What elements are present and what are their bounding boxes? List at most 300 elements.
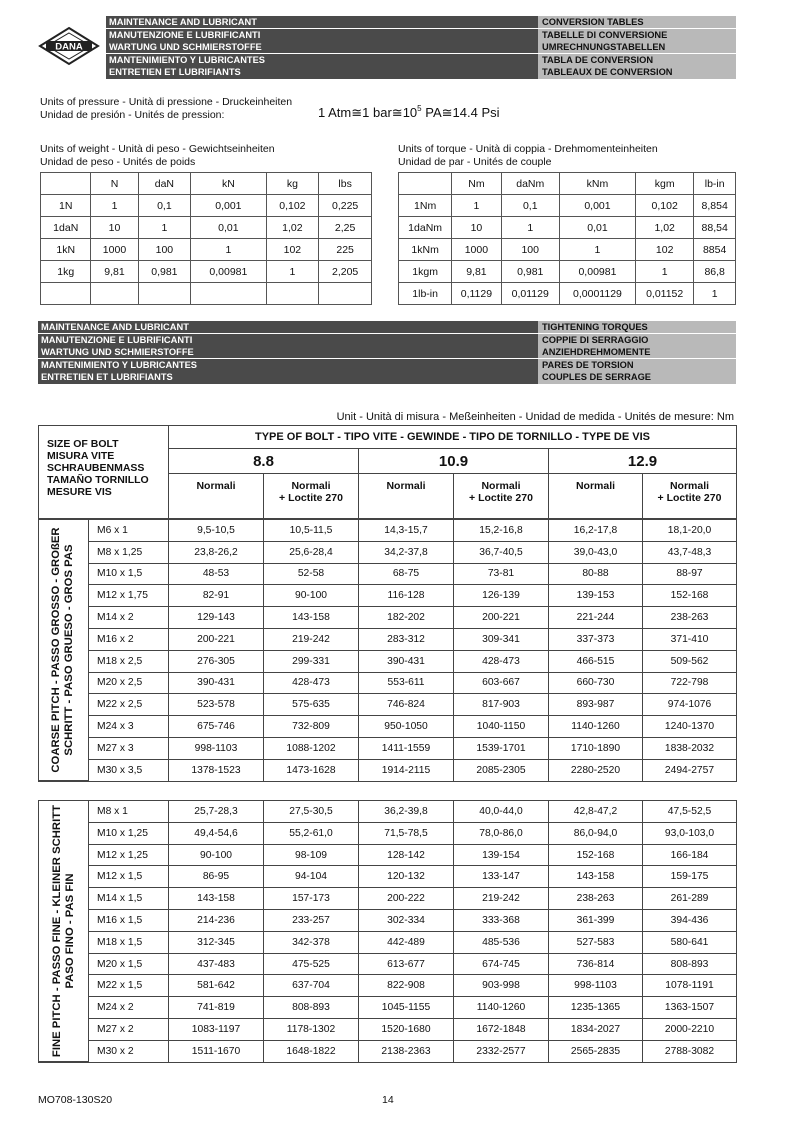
weight-conversion-table [40,172,372,305]
table-cell: 8854 [694,239,736,261]
torque-value: 16,2-17,8 [549,519,643,541]
table-cell: 0,102 [636,195,694,217]
torque-value: 233-257 [264,910,359,932]
table-cell: 100 [138,239,191,261]
table-cell: 1N [41,195,91,217]
table-cell: 1 [501,217,559,239]
table-cell: 0,00981 [559,261,635,283]
table-row [41,195,372,217]
torque-value: 88-97 [643,563,737,585]
table-cell: 1000 [91,239,138,261]
table-cell: 1daNm [399,217,452,239]
torque-value: 1672-1848 [454,1019,549,1041]
weight-label-2: Unidad de peso - Unités de poids [40,156,196,168]
table-cell: 9,81 [91,261,138,283]
torque-value: 333-368 [454,910,549,932]
table-cell: kgm [636,173,694,195]
torque-value: 2788-3082 [643,1040,737,1062]
table-cell: 0,01129 [501,283,559,305]
torque-value: 442-489 [359,931,454,953]
section-spacer [39,781,737,801]
torque-value: 238-263 [643,607,737,629]
grade-8-8: 8.8 [169,449,359,474]
table-cell: 1kg [41,261,91,283]
table-row [41,239,372,261]
weight-label-1: Units of weight - Unità di peso - Gewichtseinheiten [40,143,275,155]
bolt-size: M24 x 3 [89,716,169,738]
torque-value: 214-236 [169,910,264,932]
table-cell: 1,02 [266,217,319,239]
torque-value: 1838-2032 [643,737,737,759]
table-cell: 1 [452,195,501,217]
torque-value: 49,4-54,6 [169,822,264,844]
table-row [39,716,737,738]
torque-value: 71,5-78,5 [359,822,454,844]
torque-value: 200-222 [359,888,454,910]
table-row [41,261,372,283]
svg-text:DANA: DANA [55,41,83,53]
table-row [39,822,737,844]
document-code: MO708-130S20 [38,1094,113,1106]
torque-value: 974-1076 [643,694,737,716]
bolt-size: M16 x 2 [89,628,169,650]
header-left-line: WARTUNG UND SCHMIERSTOFFE [38,346,538,358]
torque-value: 40,0-44,0 [454,801,549,823]
torque-value: 143-158 [169,888,264,910]
torque-value: 152-168 [643,585,737,607]
torque-value: 78,0-86,0 [454,822,549,844]
torque-value: 36,7-40,5 [454,541,549,563]
table-row [39,519,737,541]
table-cell [138,283,191,305]
bolt-size: M12 x 1,75 [89,585,169,607]
torque-value: 238-263 [549,888,643,910]
table-cell: N [91,173,138,195]
torque-value: 10,5-11,5 [264,519,359,541]
torque-value: 36,2-39,8 [359,801,454,823]
page-number: 14 [382,1094,394,1106]
table-cell: 1 [91,195,138,217]
torque-value: 1240-1370 [643,716,737,738]
torque-value: 817-903 [454,694,549,716]
table-cell: 102 [266,239,319,261]
torque-value: 276-305 [169,650,264,672]
header-right-line: TABELLE DI CONVERSIONE [538,29,736,41]
torque-value: 746-824 [359,694,454,716]
torque-value: 808-893 [643,953,737,975]
torque-value: 390-431 [169,672,264,694]
torque-value: 182-202 [359,607,454,629]
torque-value: 1140-1260 [549,716,643,738]
bolt-size: M22 x 2,5 [89,694,169,716]
table-cell: 9,81 [452,261,501,283]
torque-value: 27,5-30,5 [264,801,359,823]
spacer-cell [39,781,737,801]
torque-value: 48-53 [169,563,264,585]
table-cell: 0,102 [266,195,319,217]
table-row [39,650,737,672]
torque-value: 143-158 [264,607,359,629]
table-cell: 0,1 [138,195,191,217]
table-row [39,975,737,997]
bolt-size: M6 x 1 [89,519,169,541]
torque-value: 428-473 [454,650,549,672]
table-cell: 0,1 [501,195,559,217]
table-cell: 1daN [41,217,91,239]
torque-units-label-2: Unidad de par - Unités de couple [398,156,552,168]
torque-value: 43,7-48,3 [643,541,737,563]
torque-value: 1473-1628 [264,759,359,781]
table-cell: 225 [319,239,372,261]
torque-value: 312-345 [169,931,264,953]
torque-value: 299-331 [264,650,359,672]
header-left-line: ENTRETIEN ET LUBRIFIANTS [38,371,538,383]
table-cell: 1 [559,239,635,261]
table-cell [399,173,452,195]
torque-value: 466-515 [549,650,643,672]
torque-value: 553-611 [359,672,454,694]
table-cell: 0,0001129 [559,283,635,305]
torque-value: 1078-1191 [643,975,737,997]
unit-of-measure: Unit - Unità di misura - Meßeinheiten - Unidad de medida - Unités de mesure: Nm [336,411,734,423]
bolt-size: M22 x 1,5 [89,975,169,997]
table-cell: 8,854 [694,195,736,217]
table-cell: 10 [91,217,138,239]
torque-value: 1511-1670 [169,1040,264,1062]
torque-value: 1178-1302 [264,1019,359,1041]
table-cell: 10 [452,217,501,239]
torque-value: 73-81 [454,563,549,585]
torque-value: 361-399 [549,910,643,932]
table-row [41,217,372,239]
table-row [39,759,737,781]
table-row [39,541,737,563]
bolt-size: M10 x 1,25 [89,822,169,844]
bolt-size: M18 x 1,5 [89,931,169,953]
table-cell: 1Nm [399,195,452,217]
torque-value: 34,2-37,8 [359,541,454,563]
table-row [39,953,737,975]
torque-value: 1648-1822 [264,1040,359,1062]
sub-header-loctite: Normali + Loctite 270 [454,474,549,520]
table-row [399,283,736,305]
fine-pitch-label: FINE PITCH - PASSO FINE - KLEINER SCHRITT PASO FINO - PAS FIN [50,805,76,1058]
torque-value: 86-95 [169,866,264,888]
table-cell: 88,54 [694,217,736,239]
tightening-torque-table [38,425,737,1063]
torque-value: 55,2-61,0 [264,822,359,844]
torque-value: 903-998 [454,975,549,997]
table-cell: lb-in [694,173,736,195]
table-row [39,607,737,629]
table-row [39,737,737,759]
header-left-line: MANTENIMIENTO Y LUBRICANTES [38,359,538,371]
torque-value: 200-221 [169,628,264,650]
torque-value: 25,7-28,3 [169,801,264,823]
torque-value: 283-312 [359,628,454,650]
sub-header-loctite: Normali + Loctite 270 [264,474,359,520]
table-cell: 0,1129 [452,283,501,305]
torque-value: 575-635 [264,694,359,716]
torque-value: 90-100 [264,585,359,607]
table-row [399,239,736,261]
table-row [399,217,736,239]
torque-value: 23,8-26,2 [169,541,264,563]
sub-header-loctite: Normali + Loctite 270 [643,474,737,520]
table-cell [41,173,91,195]
torque-value: 736-814 [549,953,643,975]
torque-value: 133-147 [454,866,549,888]
table-row [39,628,737,650]
torque-value: 82-91 [169,585,264,607]
torque-value: 219-242 [264,628,359,650]
bolt-size: M20 x 1,5 [89,953,169,975]
table-row [39,585,737,607]
header-right-line: COUPLES DE SERRAGE [538,371,736,383]
torque-value: 143-158 [549,866,643,888]
table-row [39,1040,737,1062]
torque-value: 675-746 [169,716,264,738]
table-cell [191,283,266,305]
table-header-row [399,173,736,195]
torque-value: 808-893 [264,997,359,1019]
torque-value: 47,5-52,5 [643,801,737,823]
header-left-line: ENTRETIEN ET LUBRIFIANTS [106,66,538,78]
table-cell: lbs [319,173,372,195]
torque-value: 893-987 [549,694,643,716]
torque-value: 1710-1890 [549,737,643,759]
table-cell: 1 [138,217,191,239]
torque-value: 219-242 [454,888,549,910]
torque-value: 390-431 [359,650,454,672]
torque-value: 660-730 [549,672,643,694]
table-row [39,563,737,585]
torque-value: 1045-1155 [359,997,454,1019]
torque-value: 221-244 [549,607,643,629]
torque-value: 90-100 [169,844,264,866]
bolt-size: M30 x 2 [89,1040,169,1062]
torque-value: 437-483 [169,953,264,975]
header-right-line: PARES DE TORSION [538,359,736,371]
header-right-line: TABLA DE CONVERSION [538,54,736,66]
torque-value: 1834-2027 [549,1019,643,1041]
torque-value: 52-58 [264,563,359,585]
bolt-size: M12 x 1,5 [89,866,169,888]
table-cell: 2,205 [319,261,372,283]
torque-value: 39,0-43,0 [549,541,643,563]
torque-value: 1140-1260 [454,997,549,1019]
table-cell: kg [266,173,319,195]
table-cell [319,283,372,305]
table-cell: 86,8 [694,261,736,283]
table-cell: 0,981 [138,261,191,283]
torque-value: 116-128 [359,585,454,607]
size-of-bolt-header: SIZE OF BOLT MISURA VITE SCHRAUBENMASS TAMAÑO TORNILLO MESURE VIS [39,426,169,520]
table-row [399,261,736,283]
torque-value: 2138-2363 [359,1040,454,1062]
torque-value: 1520-1680 [359,1019,454,1041]
torque-value: 98-109 [264,844,359,866]
table-header-row [41,173,372,195]
header-left-line: WARTUNG UND SCHMIERSTOFFE [106,41,538,53]
table-cell: 0,001 [191,195,266,217]
torque-value: 42,8-47,2 [549,801,643,823]
torque-value: 14,3-15,7 [359,519,454,541]
table-row [39,866,737,888]
table-cell [266,283,319,305]
bolt-size: M30 x 3,5 [89,759,169,781]
torque-value: 674-745 [454,953,549,975]
torque-value: 1040-1150 [454,716,549,738]
torque-value: 1235-1365 [549,997,643,1019]
torque-value: 603-667 [454,672,549,694]
table-cell: 1 [694,283,736,305]
torque-value: 2565-2835 [549,1040,643,1062]
torque-value: 129-143 [169,607,264,629]
header-left-line: MAINTENANCE AND LUBRICANT [38,321,538,333]
torque-value: 1088-1202 [264,737,359,759]
torque-value: 523-578 [169,694,264,716]
table-cell: kNm [559,173,635,195]
bolt-size: M14 x 2 [89,607,169,629]
torque-value: 126-139 [454,585,549,607]
torque-conversion-table [398,172,736,305]
bolt-size: M20 x 2,5 [89,672,169,694]
torque-value: 998-1103 [169,737,264,759]
torque-value: 371-410 [643,628,737,650]
torque-value: 485-536 [454,931,549,953]
torque-value: 741-819 [169,997,264,1019]
table-cell: daN [138,173,191,195]
table-cell: Nm [452,173,501,195]
torque-value: 68-75 [359,563,454,585]
header-right-line: TABLEAUX DE CONVERSION [538,66,736,78]
table-cell [91,283,138,305]
torque-value: 2000-2210 [643,1019,737,1041]
torque-value: 139-153 [549,585,643,607]
bolt-size: M24 x 2 [89,997,169,1019]
torque-value: 1378-1523 [169,759,264,781]
torque-value: 94-104 [264,866,359,888]
header-left-line: MAINTENANCE AND LUBRICANT [106,16,538,28]
table-cell: kN [191,173,266,195]
table-cell: 1lb-in [399,283,452,305]
table-row [39,1019,737,1041]
table-row [39,888,737,910]
sub-header-normal: Normali [359,474,454,520]
torque-value: 302-334 [359,910,454,932]
table-row [399,195,736,217]
table-cell: 102 [636,239,694,261]
table-cell: 0,981 [501,261,559,283]
table-cell: 1 [191,239,266,261]
torque-value: 732-809 [264,716,359,738]
table-row [41,283,372,305]
torque-value: 1083-1197 [169,1019,264,1041]
torque-value: 200-221 [454,607,549,629]
table-row [39,844,737,866]
header-band-torques [38,321,736,384]
torque-value: 159-175 [643,866,737,888]
bolt-size: M8 x 1,25 [89,541,169,563]
torque-value: 2332-2577 [454,1040,549,1062]
torque-value: 139-154 [454,844,549,866]
table-row [39,997,737,1019]
torque-value: 822-908 [359,975,454,997]
torque-value: 128-142 [359,844,454,866]
table-row [39,910,737,932]
table-cell: 0,01152 [636,283,694,305]
header-right-line: UMRECHNUNGSTABELLEN [538,41,736,53]
torque-value: 2085-2305 [454,759,549,781]
table-cell: 1,02 [636,217,694,239]
table-cell: 2,25 [319,217,372,239]
bolt-size: M8 x 1 [89,801,169,823]
bolt-size: M18 x 2,5 [89,650,169,672]
torque-value: 309-341 [454,628,549,650]
table-cell: 100 [501,239,559,261]
torque-value: 1411-1559 [359,737,454,759]
torque-value: 2494-2757 [643,759,737,781]
torque-value: 166-184 [643,844,737,866]
torque-value: 637-704 [264,975,359,997]
pressure-label-2: Unidad de presión - Unités de pression: [40,109,225,121]
type-of-bolt-header: TYPE OF BOLT - TIPO VITE - GEWINDE - TIPO DE TORNILLO - TYPE DE VIS [169,426,737,449]
grade-12-9: 12.9 [549,449,737,474]
torque-value: 950-1050 [359,716,454,738]
header-right-line: COPPIE DI SERRAGGIO [538,334,736,346]
header-left-line: MANTENIMIENTO Y LUBRICANTES [106,54,538,66]
torque-value: 1914-2115 [359,759,454,781]
torque-value: 157-173 [264,888,359,910]
torque-value: 18,1-20,0 [643,519,737,541]
torque-value: 93,0-103,0 [643,822,737,844]
header-right-line: CONVERSION TABLES [538,16,736,28]
bolt-size: M12 x 1,25 [89,844,169,866]
torque-value: 580-641 [643,931,737,953]
torque-value: 9,5-10,5 [169,519,264,541]
torque-value: 152-168 [549,844,643,866]
torque-value: 613-677 [359,953,454,975]
bolt-size: M27 x 3 [89,737,169,759]
table-cell: 1 [636,261,694,283]
torque-value: 342-378 [264,931,359,953]
table-cell: 1kN [41,239,91,261]
table-cell: 0,001 [559,195,635,217]
torque-value: 25,6-28,4 [264,541,359,563]
table-row [39,931,737,953]
pressure-label-1: Units of pressure - Unità di pressione - Druckeinheiten [40,96,293,108]
torque-value: 722-798 [643,672,737,694]
header-right-line: TIGHTENING TORQUES [538,321,736,333]
table-cell [41,283,91,305]
table-row [39,694,737,716]
table-cell: 1kNm [399,239,452,261]
table-row [39,801,737,823]
header-right-line: ANZIEHDREHMOMENTE [538,346,736,358]
bolt-size: M16 x 1,5 [89,910,169,932]
torque-value: 394-436 [643,910,737,932]
header-band-conversion [38,16,736,79]
table-row [39,672,737,694]
bolt-size: M14 x 1,5 [89,888,169,910]
table-cell: 0,01 [191,217,266,239]
torque-value: 527-583 [549,931,643,953]
bolt-size: M27 x 2 [89,1019,169,1041]
torque-value: 80-88 [549,563,643,585]
table-cell: 1 [266,261,319,283]
pressure-formula: 1 Atm≅1 $bar≅10^5$ PA≅14.4 Psi [318,104,500,120]
